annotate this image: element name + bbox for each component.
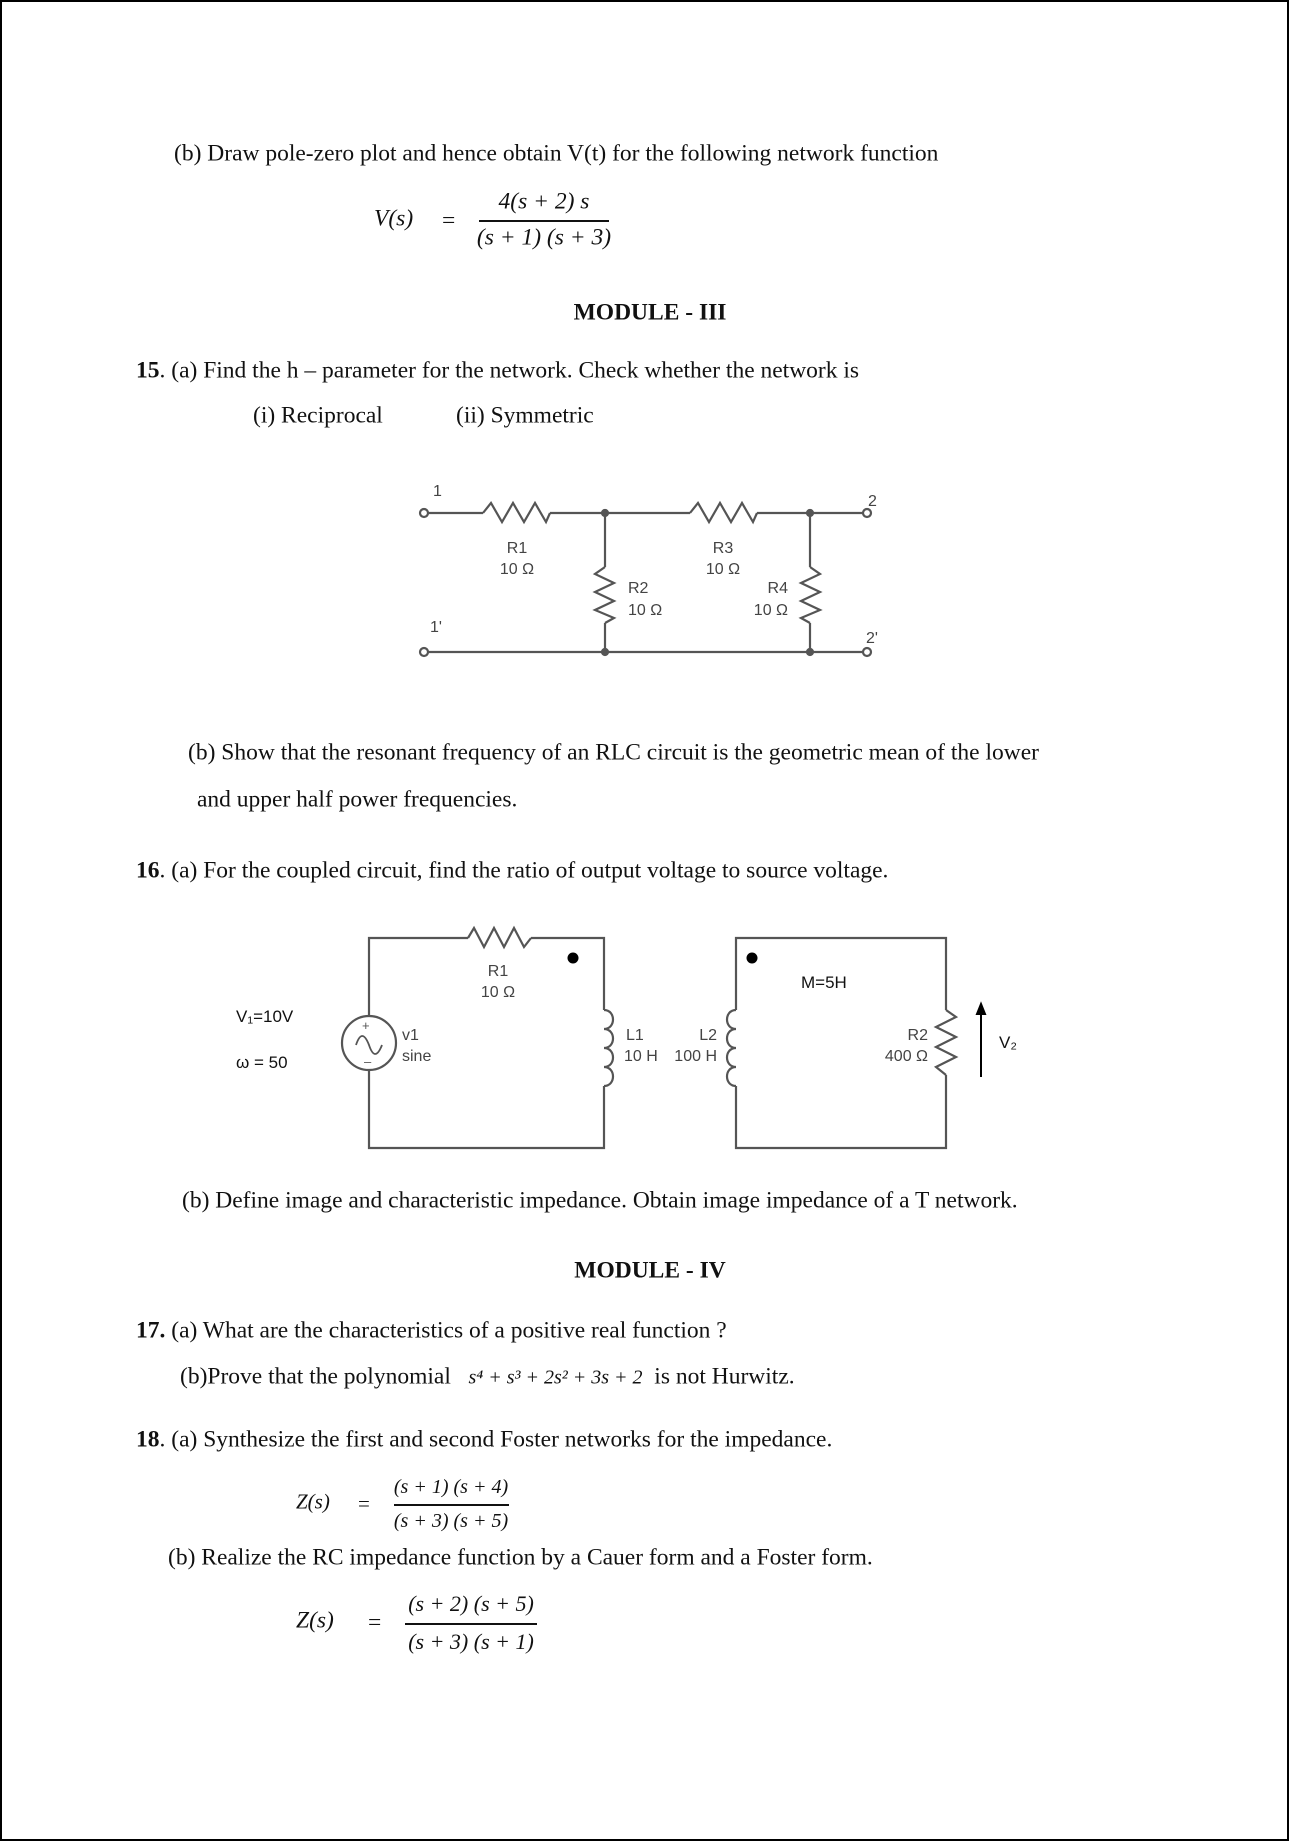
- mutual-inductance: M=5H: [801, 973, 847, 992]
- q17a-body: (a) What are the characteristics of a positive real function ?: [165, 1317, 727, 1344]
- q18a-eq: =: [358, 1491, 370, 1516]
- r4-label: R4: [767, 580, 788, 597]
- r1-label: R1: [506, 540, 528, 557]
- r2-value: 10 Ω: [628, 602, 663, 619]
- resistor-r2: [595, 567, 614, 623]
- port-1-label: 1: [433, 483, 442, 500]
- r1-value: 10 Ω: [480, 984, 516, 1001]
- dot-l2: [747, 953, 758, 964]
- q18b-numerator: (s + 2) (s + 5): [408, 1591, 534, 1616]
- q17b-polynomial: s⁴ + s³ + 2s² + 3s + 2: [468, 1366, 643, 1389]
- q15a-body: . (a) Find the h – parameter for the network. Check whether the network is: [159, 357, 860, 384]
- fraction-bar: [405, 1623, 537, 1625]
- r2-label: R2: [628, 580, 649, 597]
- q15a-option-1: (i) Reciprocal: [253, 402, 383, 429]
- resistor-r1: [483, 503, 550, 522]
- q18b-eq: =: [368, 1609, 382, 1636]
- r3-value: 10 Ω: [705, 561, 741, 578]
- q16-number: 16: [136, 857, 160, 884]
- q14b-text: (b) Draw pole-zero plot and hence obtain V(t) for the following network function: [174, 140, 939, 167]
- q18a-text: [136, 1428, 832, 1452]
- port-2-label: 2: [868, 493, 877, 510]
- inductor-l1: [604, 1010, 613, 1086]
- resistor-r3: [690, 503, 757, 522]
- v2-label: V₂: [999, 1033, 1017, 1052]
- resistor-r4: [801, 567, 820, 623]
- r1-label: R1: [487, 963, 509, 980]
- l1-value: 10 H: [624, 1048, 658, 1065]
- r2-label: R2: [907, 1027, 928, 1044]
- q17b-text: [180, 1365, 795, 1389]
- module-4-heading: MODULE - IV: [574, 1257, 726, 1284]
- q15b-line-2: and upper half power frequencies.: [197, 786, 518, 813]
- q16a-text: [136, 859, 888, 883]
- q15b-line-1: (b) Show that the resonant frequency of an RLC circuit is the geometric mean of the lower: [188, 739, 1039, 766]
- q14b-eq: =: [442, 207, 456, 234]
- coupled-circuit: [342, 928, 956, 1148]
- q14b-lhs: V(s): [374, 205, 414, 232]
- r4-value: 10 Ω: [753, 602, 788, 619]
- l2-label: L2: [699, 1027, 717, 1044]
- v2-arrow-icon: [977, 1004, 985, 1077]
- r1-value: 10 Ω: [499, 561, 535, 578]
- port-2p-label: 2': [866, 630, 878, 647]
- q18b-text: (b) Realize the RC impedance function by a Cauer form and a Foster form.: [168, 1544, 873, 1571]
- q14b-denominator: (s + 1) (s + 3): [476, 224, 612, 251]
- q15a-option-2: (ii) Symmetric: [456, 402, 594, 429]
- plus-sign: +: [362, 1018, 370, 1033]
- v1-value: V₁=10V: [236, 1007, 294, 1026]
- l2-value: 100 H: [674, 1048, 717, 1065]
- q17b-pre: (b)Prove that the polynomial: [180, 1363, 451, 1390]
- q18-number: 18: [136, 1426, 160, 1453]
- inductor-l2: [727, 1010, 736, 1086]
- q18b-denominator: (s + 3) (s + 1): [408, 1629, 534, 1654]
- minus-sign: –: [364, 1054, 372, 1069]
- source-type: sine: [402, 1048, 432, 1065]
- q18a-body: . (a) Synthesize the first and second Foster networks for the impedance.: [159, 1426, 833, 1453]
- resistor-r1: [468, 928, 531, 947]
- q18a-numerator: (s + 1) (s + 4): [393, 1476, 509, 1498]
- q18b-lhs: Z(s): [296, 1607, 334, 1634]
- source-label: v1: [402, 1027, 419, 1044]
- dot-l1: [568, 953, 579, 964]
- r3-label: R3: [712, 540, 734, 557]
- omega-value: ω = 50: [236, 1053, 288, 1072]
- port-1p-label: 1': [430, 619, 442, 636]
- fraction-bar: [394, 1504, 509, 1506]
- q17b-post: is not Hurwitz.: [654, 1363, 795, 1390]
- q18a-denominator: (s + 3) (s + 5): [393, 1510, 509, 1532]
- q17a-text: [136, 1319, 727, 1343]
- q16a-body: . (a) For the coupled circuit, find the ratio of output voltage to source voltage.: [159, 857, 889, 884]
- module-3-heading: MODULE - III: [573, 299, 727, 326]
- q17-number: 17.: [136, 1317, 166, 1344]
- r2-value: 400 Ω: [884, 1048, 928, 1065]
- q16b-text: (b) Define image and characteristic impedance. Obtain image impedance of a T network.: [182, 1187, 1018, 1214]
- q15-number: 15: [136, 357, 160, 384]
- q18a-lhs: Z(s): [296, 1489, 330, 1514]
- resistor-r2: [936, 1010, 956, 1075]
- q14b-numerator: 4(s + 2) s: [498, 188, 590, 215]
- l1-label: L1: [626, 1027, 644, 1044]
